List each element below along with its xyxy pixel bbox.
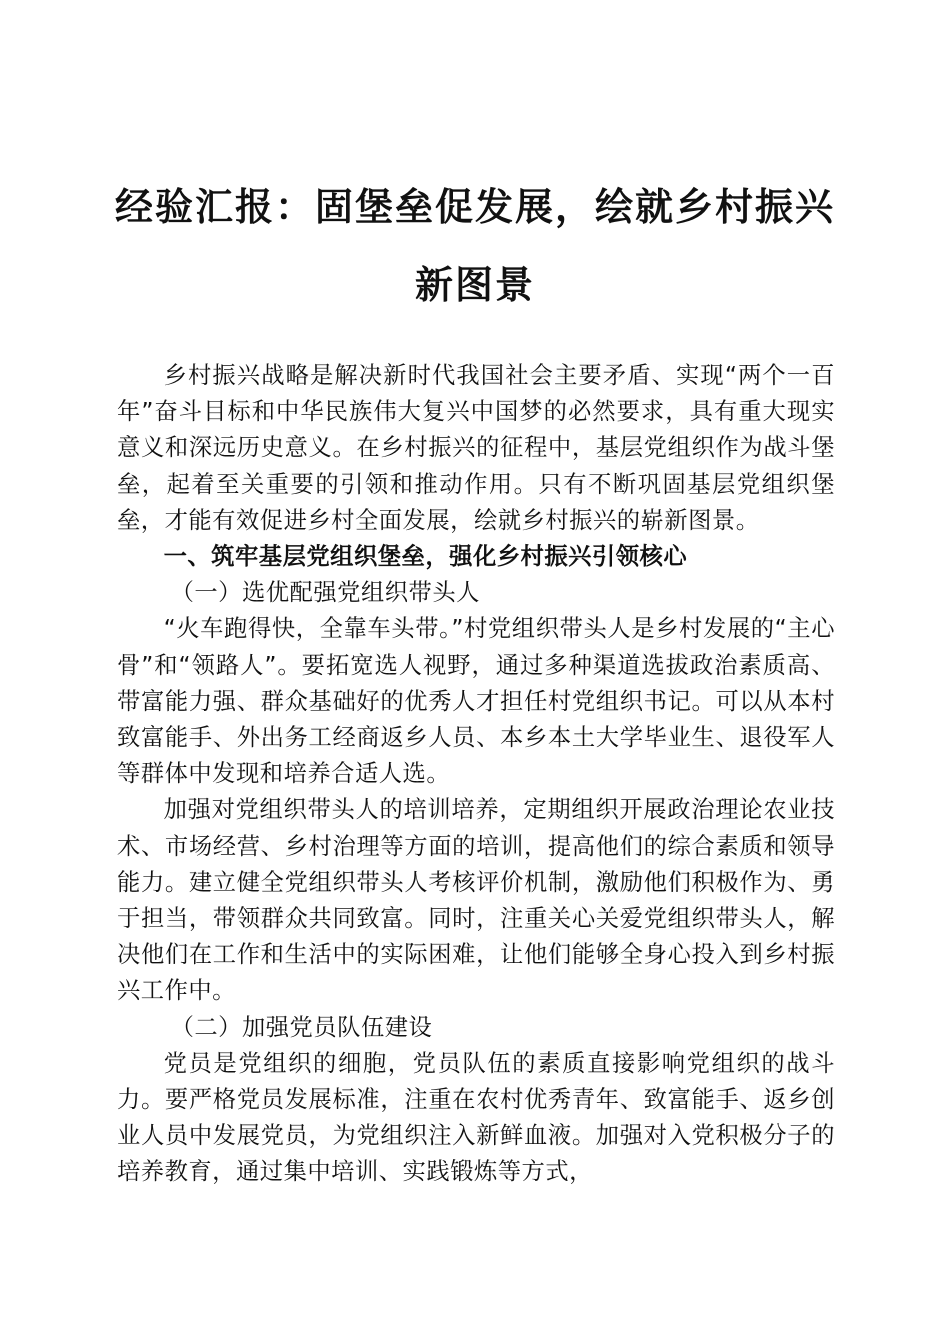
body-paragraph: 党员是党组织的细胞，党员队伍的素质直接影响党组织的战斗力。要严格党员发展标准，注重在农村优秀青年、致富能手、返乡创业人员中发展党员，为党组织注入新鲜血液。加强对入党积极分子的培养教育，通过集中培训、实践锻炼等方式， xyxy=(117,1049,835,1186)
body-paragraph: “火车跑得快，全靠车头带。”村党组织带头人是乡村发展的“主心骨”和“领路人”。要拓宽选人视野，通过多种渠道选拔政治素质高、带富能力强、群众基础好的优秀人才担任村党组织书记。可以从本村致富能手、外出务工经商返乡人员、本乡本土大学毕业生、退役军人等群体中发现和培养合适人选。 xyxy=(117,615,835,788)
subsection-heading-1: （一）选优配强党组织带头人 xyxy=(170,579,480,607)
subsection-heading-2: （二）加强党员队伍建设 xyxy=(170,1013,433,1041)
document-body xyxy=(117,358,835,1191)
document-title: 经验汇报：固堡垒促发展，绘就乡村振兴新图景 xyxy=(114,184,835,307)
section-heading-1: 一、筑牢基层党组织堡垒，强化乡村振兴引领核心 xyxy=(163,543,688,571)
body-paragraph: 加强对党组织带头人的培训培养，定期组织开展政治理论农业技术、市场经营、乡村治理等方面的培训，提高他们的综合素质和领导能力。建立健全党组织带头人考核评价机制，激励他们积极作为、勇于担当，带领群众共同致富。同时，注重关心关爱党组织带头人，解决他们在工作和生活中的实际困难，让他们能够全身心投入到乡村振兴工作中。 xyxy=(117,796,835,1005)
intro-paragraph: 乡村振兴战略是解决新时代我国社会主要矛盾、实现“两个一百年”奋斗目标和中华民族伟大复兴中国梦的必然要求，具有重大现实意义和深远历史意义。在乡村振兴的征程中，基层党组织作为战斗堡垒，起着至关重要的引领和推动作用。只有不断巩固基层党组织堡垒，才能有效促进乡村全面发展，绘就乡村振兴的崭新图景。 xyxy=(117,362,835,534)
